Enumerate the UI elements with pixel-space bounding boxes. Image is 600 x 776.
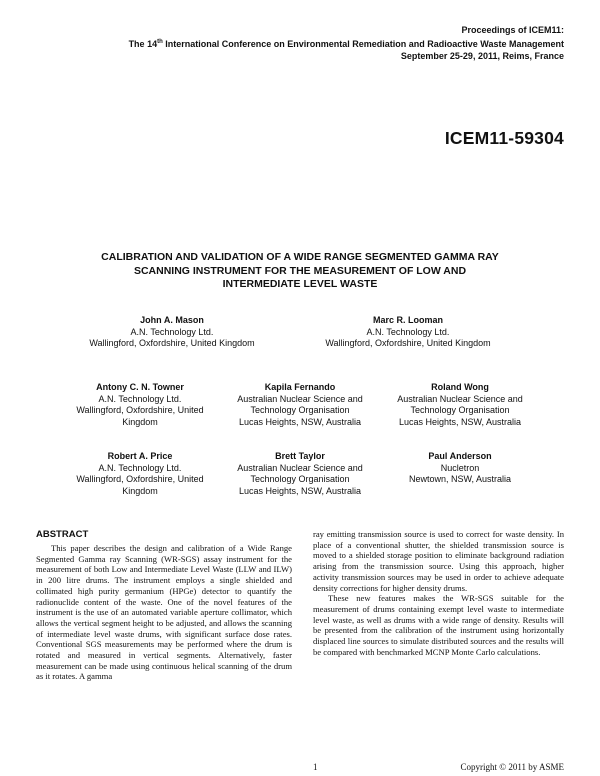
author-block (220, 451, 380, 497)
proceedings-header (129, 24, 564, 62)
author-name: Kapila Fernando (264, 382, 336, 392)
proceedings-title: Proceedings of ICEM11: (461, 25, 564, 35)
title-line: SCANNING INSTRUMENT FOR THE MEASUREMENT OF LOW AND (133, 264, 467, 277)
conference-ordinal-suffix: th (157, 39, 163, 45)
author-name: Marc R. Looman (372, 315, 443, 325)
paper-title (60, 251, 540, 292)
author-block (60, 382, 220, 428)
abstract-left-column (36, 543, 292, 682)
author-affiliation: Lucas Heights, NSW, Australia (398, 416, 522, 427)
author-block (380, 382, 540, 428)
author-affiliation: Wallingford, Oxfordshire, United Kingdom (325, 338, 491, 348)
abstract-paragraph: These new features makes the WR-SGS suitable for the measurement of drums containing exempt level waste to intermediate level waste, as well as drums with a wide range of density. Results will be presented from the calibration of the instrument using horizontally displaced line sources to simulate distributed sources and the results will be compared with benchmarked MCNP Monte Carlo calculations. (313, 593, 564, 657)
author-name: Robert A. Price (107, 451, 173, 461)
author-affiliation: Technology Organisation (410, 405, 510, 415)
author-affiliation: Wallingford, Oxfordshire, United (76, 474, 204, 484)
conference-name (129, 36, 564, 50)
author-affiliation: Technology Organisation (250, 405, 350, 415)
author-affiliation: Lucas Heights, NSW, Australia (238, 485, 362, 496)
author-affiliation: A.N. Technology Ltd. (366, 326, 450, 337)
author-affiliation: A.N. Technology Ltd. (130, 326, 214, 337)
author-affiliation: Wallingford, Oxfordshire, United (76, 405, 204, 415)
author-block (220, 382, 380, 428)
author-name: Roland Wong (431, 382, 489, 392)
author-block (318, 315, 498, 350)
author-affiliation: A.N. Technology Ltd. (98, 462, 182, 473)
author-affiliation: Newtown, NSW, Australia (408, 474, 512, 484)
conference-name-prefix: The 14 (128, 39, 158, 49)
copyright-notice: Copyright © 2011 by ASME (460, 762, 564, 772)
author-affiliation: Lucas Heights, NSW, Australia (238, 416, 362, 427)
author-name: Brett Taylor (275, 451, 325, 461)
author-name: John A. Mason (140, 315, 204, 325)
author-block (380, 451, 540, 486)
abstract-right-column (313, 529, 564, 657)
author-affiliation: Australian Nuclear Science and (237, 393, 363, 404)
author-affiliation: A.N. Technology Ltd. (98, 393, 182, 404)
abstract-heading: ABSTRACT (36, 529, 89, 540)
conference-name-rest: International Conference on Environmental Remediation and Radioactive Waste Management (162, 39, 564, 49)
author-affiliation: Australian Nuclear Science and (237, 462, 363, 473)
author-affiliation: Kingdom (122, 485, 158, 496)
author-affiliation: Australian Nuclear Science and (397, 393, 523, 404)
author-affiliation: Technology Organisation (250, 474, 350, 484)
abstract-paragraph: This paper describes the design and calibration of a Wide Range Segmented Gamma ray Scanning (WR-SGS) assay instrument for the measurement of both Low and Intermediate Level Waste (LLW and ILW) in 200 litre drums. The instrument employs a single shielded and collimated high purity germanium (HPGe) detector to quantify the radionuclide content of the waste. One of the novel features of the instrument is the use of an automated variable aperture collimator, which allows the vertical segment height to be adjusted, and allows the scanning of intermediate level waste drums, with significant surface dose rates. Conventional SGS measurements may be performed where the drum is rotated and measured in vertical segments. Alternatively, faster measurement can be made using continuous helical scanning of the drum as it rotates. A gamma (36, 543, 292, 682)
author-affiliation: Wallingford, Oxfordshire, United Kingdom (89, 338, 255, 348)
abstract-paragraph: ray emitting transmission source is used to correct for waste density. In place of a conventional shutter, the shielded transmission source is moved to a shielded storage position to eliminate background radiation arising from the transmission source. Using this approach, higher activity transmission sources may be used in order to achieve adequate density corrections for higher density drums. (313, 529, 564, 593)
author-affiliation: Kingdom (122, 416, 158, 427)
author-name: Antony C. N. Towner (96, 382, 184, 392)
author-name: Paul Anderson (428, 451, 492, 461)
title-line: CALIBRATION AND VALIDATION OF A WIDE RANGE SEGMENTED GAMMA RAY (101, 251, 499, 263)
author-block (82, 315, 262, 350)
author-affiliation: Nucletron (440, 462, 480, 473)
page-number: 1 (313, 762, 318, 772)
title-line: INTERMEDIATE LEVEL WASTE (222, 278, 378, 290)
paper-id: ICEM11-59304 (444, 128, 564, 148)
conference-date-location: September 25-29, 2011, Reims, France (400, 51, 564, 61)
author-block (60, 451, 220, 497)
